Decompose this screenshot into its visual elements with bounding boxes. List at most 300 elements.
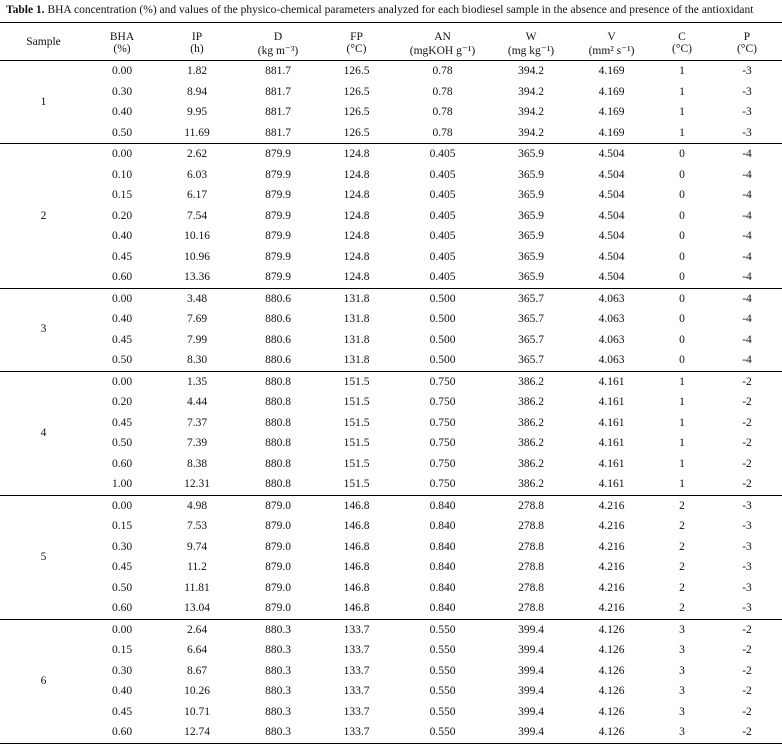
c-cell: 1 [679,396,685,408]
bha-cell: 0.10 [111,168,133,181]
v-cell: 4.169 [598,85,625,98]
fp-cell: 146.8 [343,520,370,532]
table-row [0,102,782,123]
table-row [0,206,782,227]
w-cell: 399.4 [518,726,544,738]
p-cell: -2 [742,685,752,697]
d-cell: 879.0 [265,540,291,553]
header-d: D [273,31,283,43]
an-cell: 0.550 [429,705,456,718]
bha-cell: 0.20 [111,209,133,222]
ip-cell: 1.35 [186,375,208,388]
v-cell: 4.504 [598,148,625,160]
fp-cell: 151.5 [343,478,370,490]
ip-cell: 6.64 [186,644,208,656]
w-cell: 365.9 [518,209,544,222]
sample-group [0,619,782,743]
bha-cell: 1.00 [111,478,133,490]
fp-cell: 146.8 [343,499,370,512]
w-cell: 365.9 [518,250,544,263]
bha-cell: 0.40 [111,685,133,697]
v-cell: 4.126 [598,685,625,697]
p-cell: -4 [742,271,752,283]
bha-cell: 0.50 [111,126,133,139]
d-cell: 880.6 [265,333,291,346]
fp-cell: 124.8 [343,250,370,263]
fp-cell: 151.5 [343,396,370,408]
bha-cell: 0.60 [111,271,133,283]
w-cell: 365.9 [518,168,544,181]
an-cell: 0.550 [429,664,456,677]
c-cell: 3 [679,644,685,656]
w-cell: 365.9 [518,189,544,201]
unit-bha: (%) [87,43,157,61]
ip-cell: 7.99 [186,333,208,346]
ip-cell: 11.69 [184,126,210,139]
p-cell: -2 [742,437,752,449]
p-cell: -2 [742,664,752,677]
c-cell: 0 [679,230,685,242]
d-cell: 880.3 [265,664,291,677]
d-cell: 879.9 [265,271,291,283]
d-cell: 880.8 [265,478,291,490]
ip-cell: 2.64 [186,623,208,636]
w-cell: 278.8 [518,561,544,573]
d-cell: 879.0 [265,499,291,512]
d-cell: 879.9 [265,250,291,263]
d-cell: 879.0 [265,561,291,573]
v-cell: 4.216 [598,540,625,553]
bha-cell: 0.00 [111,65,133,77]
d-cell: 880.8 [265,437,291,449]
fp-cell: 133.7 [343,685,370,697]
header-sample: Sample [0,23,87,61]
p-cell: -4 [742,168,752,181]
an-cell: 0.78 [432,65,453,77]
p-cell: -3 [742,561,752,573]
fp-cell: 146.8 [343,581,370,594]
p-cell: -3 [742,106,752,118]
p-cell: -3 [742,581,752,594]
bha-cell: 0.45 [111,705,133,718]
d-cell: 879.9 [265,148,291,160]
c-cell: 1 [679,375,685,388]
sample-id-cell: 6 [40,674,47,687]
table-row [0,144,782,165]
header-p: P [743,31,751,43]
d-cell: 880.8 [265,396,291,408]
ip-cell: 4.44 [186,396,208,408]
ip-cell: 12.74 [184,726,210,738]
data-table [0,22,782,744]
c-cell: 3 [679,623,685,636]
v-cell: 4.161 [598,437,625,449]
v-cell: 4.216 [598,602,625,614]
c-cell: 1 [679,126,685,139]
table-row [0,61,782,82]
an-cell: 0.550 [429,685,456,697]
v-cell: 4.161 [598,396,625,408]
an-cell: 0.78 [432,85,453,98]
v-cell: 4.126 [598,623,625,636]
an-cell: 0.500 [429,313,456,325]
p-cell: -4 [742,250,752,263]
fp-cell: 124.8 [343,230,370,242]
c-cell: 0 [679,250,685,263]
table-row [0,661,782,682]
table-row [0,474,782,495]
c-cell: 2 [679,540,685,553]
v-cell: 4.161 [598,375,625,388]
sample-group [0,144,782,289]
bha-cell: 0.45 [111,416,133,429]
fp-cell: 151.5 [343,437,370,449]
v-cell: 4.126 [598,705,625,718]
d-cell: 880.6 [265,313,291,325]
fp-cell: 133.7 [343,664,370,677]
table-row [0,226,782,247]
d-cell: 881.7 [265,85,291,98]
bha-cell: 0.15 [111,189,133,201]
ip-cell: 9.95 [186,106,208,118]
ip-cell: 10.71 [184,705,210,718]
p-cell: -3 [742,85,752,98]
ip-cell: 13.04 [184,602,210,614]
p-cell: -4 [742,189,752,201]
table-row [0,247,782,268]
bha-cell: 0.50 [111,581,133,594]
sample-id-cell: 4 [40,426,47,439]
c-cell: 0 [679,148,685,160]
an-cell: 0.405 [429,148,456,160]
w-cell: 278.8 [518,540,544,553]
w-cell: 365.7 [518,354,544,366]
unit-p: (°C) [712,43,782,61]
ip-cell: 12.31 [184,478,210,490]
fp-cell: 131.8 [343,354,370,366]
ip-cell: 7.37 [186,416,208,429]
bha-cell: 0.30 [111,85,133,98]
c-cell: 0 [679,189,685,201]
fp-cell: 133.7 [343,644,370,656]
table-row [0,578,782,599]
p-cell: -3 [742,602,752,614]
c-cell: 0 [679,354,685,366]
c-cell: 1 [679,478,685,490]
table-row [0,454,782,475]
ip-cell: 11.81 [184,581,210,594]
w-cell: 386.2 [518,396,544,408]
ip-cell: 6.17 [186,189,208,201]
sample-group [0,371,782,495]
bha-cell: 0.50 [111,354,133,366]
an-cell: 0.550 [429,726,456,738]
c-cell: 3 [679,726,685,738]
c-cell: 1 [679,85,685,98]
table-row [0,267,782,288]
table-caption-label: Table 1. [6,4,45,16]
an-cell: 0.500 [429,292,456,305]
bha-cell: 0.15 [111,520,133,532]
d-cell: 879.9 [265,168,291,181]
w-cell: 365.9 [518,230,544,242]
p-cell: -2 [742,457,752,470]
v-cell: 4.161 [598,478,625,490]
d-cell: 881.7 [265,126,291,139]
p-cell: -4 [742,209,752,222]
w-cell: 278.8 [518,499,544,512]
c-cell: 1 [679,106,685,118]
c-cell: 3 [679,664,685,677]
unit-c: (°C) [652,43,712,61]
v-cell: 4.504 [598,250,625,263]
d-cell: 879.0 [265,520,291,532]
v-cell: 4.063 [598,354,625,366]
ip-cell: 7.53 [186,520,208,532]
w-cell: 365.7 [518,292,544,305]
w-cell: 399.4 [518,705,544,718]
header-c: C [678,31,686,43]
v-cell: 4.126 [598,644,625,656]
p-cell: -2 [742,375,752,388]
bha-cell: 0.50 [111,437,133,449]
fp-cell: 131.8 [343,292,370,305]
table-row [0,433,782,454]
ip-cell: 7.54 [186,209,208,222]
table-row [0,350,782,371]
p-cell: -3 [742,499,752,512]
c-cell: 3 [679,685,685,697]
ip-cell: 11.2 [187,561,207,573]
table-header [0,23,782,61]
p-cell: -3 [742,126,752,139]
fp-cell: 131.8 [343,333,370,346]
sample-group [0,61,782,144]
c-cell: 3 [679,705,685,718]
header-ip: IP [191,31,203,43]
table-row [0,185,782,206]
v-cell: 4.063 [598,292,625,305]
d-cell: 879.9 [265,189,291,201]
table-row [0,495,782,516]
c-cell: 0 [679,271,685,283]
d-cell: 880.8 [265,457,291,470]
sample-id-cell: 1 [40,95,47,108]
p-cell: -4 [742,313,752,325]
c-cell: 1 [679,457,685,470]
header-fp: FP [350,31,363,43]
p-cell: -2 [742,623,752,636]
table-row [0,309,782,330]
c-cell: 0 [679,292,685,305]
table-row [0,702,782,723]
fp-cell: 151.5 [343,375,370,388]
d-cell: 880.6 [265,292,291,305]
bha-cell: 0.00 [111,375,133,388]
v-cell: 4.504 [598,168,625,181]
an-cell: 0.750 [429,416,456,429]
fp-cell: 124.8 [343,148,370,160]
p-cell: -2 [742,644,752,656]
d-cell: 880.6 [265,354,291,366]
bha-cell: 0.45 [111,561,133,573]
p-cell: -3 [742,540,752,553]
w-cell: 394.2 [518,106,544,118]
an-cell: 0.550 [429,623,456,636]
p-cell: -2 [742,416,752,429]
p-cell: -2 [742,396,752,408]
an-cell: 0.405 [429,168,456,181]
p-cell: -2 [742,478,752,490]
bha-cell: 0.00 [111,292,133,305]
an-cell: 0.500 [429,354,456,366]
table-row [0,557,782,578]
table-row [0,330,782,351]
p-cell: -3 [742,65,752,77]
fp-cell: 133.7 [343,705,370,718]
ip-cell: 1.82 [186,65,208,77]
c-cell: 2 [679,602,685,614]
d-cell: 880.3 [265,705,291,718]
w-cell: 386.2 [518,437,544,449]
fp-cell: 126.5 [343,65,370,77]
bha-cell: 0.60 [111,602,133,614]
w-cell: 278.8 [518,520,544,532]
header-bha: BHA [109,31,135,43]
an-cell: 0.840 [429,520,456,532]
d-cell: 879.0 [265,581,291,594]
w-cell: 394.2 [518,85,544,98]
v-cell: 4.216 [598,561,625,573]
sample-group [0,495,782,619]
fp-cell: 133.7 [343,726,370,738]
table-caption [6,3,782,17]
fp-cell: 131.8 [343,313,370,325]
ip-cell: 2.62 [186,148,208,160]
header-v: V [607,31,616,43]
bha-cell: 0.00 [111,499,133,512]
c-cell: 0 [679,313,685,325]
c-cell: 2 [679,499,685,512]
p-cell: -3 [742,520,752,532]
v-cell: 4.216 [598,581,625,594]
d-cell: 880.8 [265,416,291,429]
ip-cell: 7.39 [186,437,208,449]
d-cell: 880.3 [265,623,291,636]
w-cell: 365.9 [518,148,544,160]
table-row [0,165,782,186]
unit-fp: (°C) [319,43,394,61]
ip-cell: 10.16 [184,230,210,242]
bha-cell: 0.60 [111,457,133,470]
c-cell: 1 [679,416,685,429]
d-cell: 881.7 [265,106,291,118]
p-cell: -2 [742,705,752,718]
an-cell: 0.840 [429,602,456,614]
an-cell: 0.405 [429,230,456,242]
table-row [0,392,782,413]
unit-an: (mgKOH g⁻¹) [394,43,491,61]
ip-cell: 6.03 [186,168,208,181]
bha-cell: 0.00 [111,623,133,636]
fp-cell: 126.5 [343,106,370,118]
c-cell: 0 [679,168,685,181]
p-cell: -4 [742,354,752,366]
w-cell: 399.4 [518,664,544,677]
v-cell: 4.169 [598,106,625,118]
v-cell: 4.126 [598,664,625,677]
fp-cell: 126.5 [343,126,370,139]
w-cell: 394.2 [518,65,544,77]
w-cell: 399.4 [518,644,544,656]
an-cell: 0.750 [429,396,456,408]
fp-cell: 126.5 [343,85,370,98]
w-cell: 386.2 [518,457,544,470]
an-cell: 0.750 [429,457,456,470]
fp-cell: 146.8 [343,602,370,614]
d-cell: 879.0 [265,602,291,614]
v-cell: 4.161 [598,416,625,429]
w-cell: 399.4 [518,685,544,697]
table-caption-text: BHA concentration (%) and values of the physico-chemical parameters analyzed for each biodiesel sample in the absence and presence of the antioxidant [44,4,754,16]
table-row [0,288,782,309]
fp-cell: 146.8 [343,561,370,573]
sample-id-cell: 3 [40,323,47,336]
fp-cell: 151.5 [343,416,370,429]
ip-cell: 7.69 [186,313,208,325]
header-w: W [525,31,537,43]
an-cell: 0.405 [429,271,456,283]
c-cell: 2 [679,581,685,594]
fp-cell: 124.8 [343,189,370,201]
ip-cell: 8.30 [186,354,208,366]
ip-cell: 8.94 [186,85,208,98]
w-cell: 386.2 [518,478,544,490]
d-cell: 881.7 [265,65,291,77]
d-cell: 879.9 [265,209,291,222]
c-cell: 2 [679,520,685,532]
p-cell: -4 [742,333,752,346]
ip-cell: 3.48 [186,292,208,305]
v-cell: 4.216 [598,499,625,512]
bha-cell: 0.60 [111,726,133,738]
ip-cell: 10.96 [184,250,210,263]
p-cell: -2 [742,726,752,738]
bha-cell: 0.45 [111,333,133,346]
an-cell: 0.840 [429,561,456,573]
c-cell: 0 [679,333,685,346]
v-cell: 4.504 [598,209,625,222]
fp-cell: 151.5 [343,457,370,470]
c-cell: 0 [679,209,685,222]
v-cell: 4.216 [598,520,625,532]
ip-cell: 10.26 [184,685,210,697]
d-cell: 880.3 [265,685,291,697]
ip-cell: 13.36 [184,271,210,283]
fp-cell: 124.8 [343,271,370,283]
v-cell: 4.063 [598,313,625,325]
w-cell: 394.2 [518,126,544,139]
fp-cell: 124.8 [343,168,370,181]
d-cell: 879.9 [265,230,291,242]
bha-cell: 0.20 [111,396,133,408]
w-cell: 278.8 [518,602,544,614]
sample-id-cell: 5 [40,550,47,563]
an-cell: 0.78 [432,106,453,118]
table-row [0,82,782,103]
ip-cell: 4.98 [186,499,208,512]
sample-id-cell: 2 [40,209,47,222]
